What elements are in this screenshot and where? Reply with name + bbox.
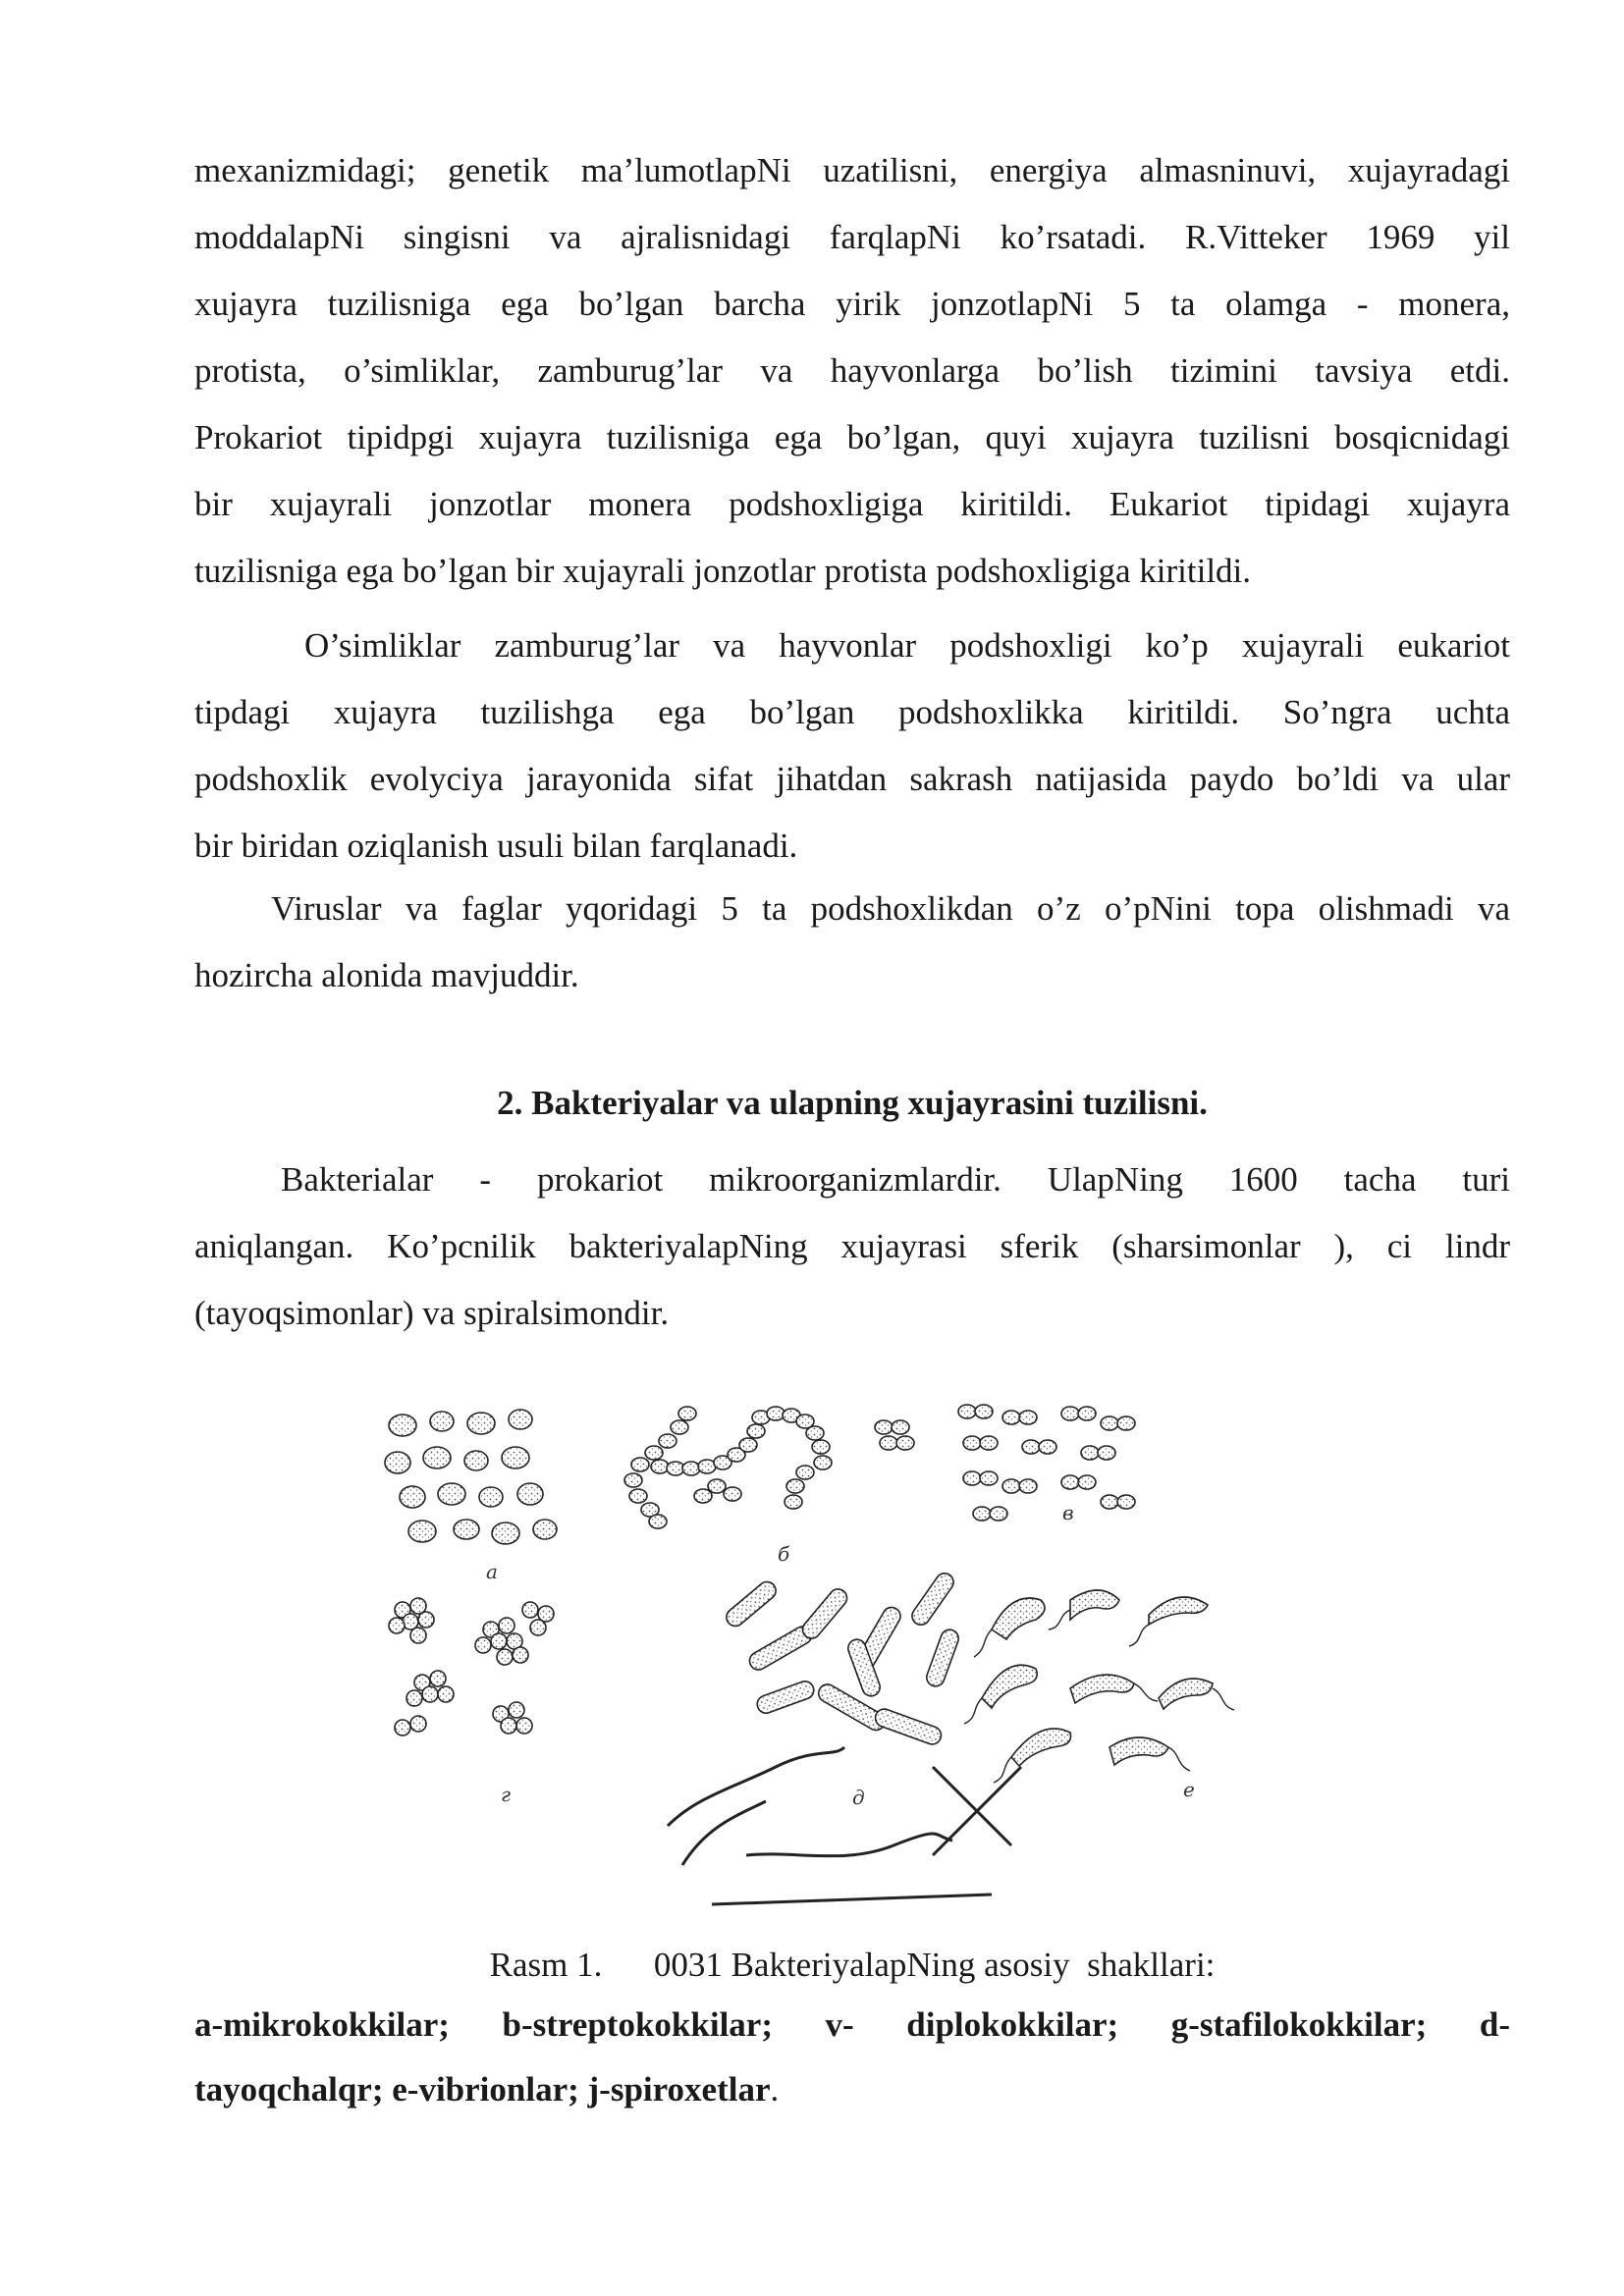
legend-line: a-mikrokokkilar; b-streptokokkilar; v- diplokokkilar; g-stafilokokkilar; d-: [194, 2005, 1510, 2044]
bacteria-shapes-illustration: [383, 1404, 1247, 1924]
streptococci-drawing: [624, 1407, 832, 1528]
figure-label-v: в: [1062, 1501, 1074, 1524]
figure-label-a: a: [486, 1560, 498, 1583]
figure-legend: [194, 1993, 1510, 2122]
rods-drawing: [723, 1570, 960, 1746]
paragraph-viruses: [194, 876, 1510, 1009]
text-line: moddalapNi singisni va ajralisnidagi farqlapNi ko’rsatadi. R.Vitteker 1969 yil: [194, 218, 1510, 256]
text-line: bir xujayrali jonzotlar monera podshoxligiga kiritildi. Eukariot tipidagi xujayra: [194, 485, 1510, 523]
text-line: Bakterialar - prokariot mikroorganizmlardir. UlapNing 1600 tacha turi: [281, 1160, 1510, 1199]
section-heading: 2. Bakteriyalar va ulapning xujayrasini tuzilisni.: [497, 1084, 1208, 1122]
paragraph-bacteria: [194, 1147, 1510, 1347]
figure-caption: Rasm 1. 0031 BakteriyalapNing asosiy shakllari:: [489, 1946, 1216, 1984]
figure-label-b: б: [778, 1542, 790, 1566]
text-line: Prokariot tipidpgi xujayra tuzilisniga ega bo’lgan, quyi xujayra tuzilisni bosqicnidagi: [194, 418, 1510, 456]
legend-line-text: tayoqchalqr; e-vibrionlar; j-spiroxetlar: [194, 2070, 771, 2109]
text-line: O’simliklar zamburug’lar va hayvonlar podshoxligi ko’p xujayrali eukariot: [304, 626, 1510, 665]
vibrios-drawing: [982, 1590, 1213, 1766]
text-line: xujayra tuzilisniga ega bo’lgan barcha yirik jonzotlapNi 5 ta olamga - monera,: [194, 285, 1510, 323]
text-line: mexanizmidagi; genetik ma’lumotlapNi uzatilisni, energiya almasninuvi, xujayradagi: [194, 151, 1510, 189]
figure-label-g: г: [501, 1783, 512, 1806]
text-line: tuzilisniga ega bo’lgan bir xujayrali jonzotlar protista podshoxligiga kiritildi.: [194, 552, 1252, 590]
text-line: hozircha alonida mavjuddir.: [194, 956, 579, 994]
figure-label-e: е: [1183, 1778, 1195, 1801]
text-line: podshoxlik evolyciya jarayonida sifat jihatdan sakrash natijasida paydo bo’ldi va ular: [194, 760, 1510, 798]
staphylococci-drawing: [389, 1598, 554, 1735]
text-line: bir biridan oziqlanish usuli bilan farqlanadi.: [194, 827, 798, 865]
diplococci-drawing: [875, 1405, 1135, 1521]
legend-line: [194, 2057, 1510, 2122]
figure-label-d: д: [852, 1786, 865, 1809]
text-line: tipdagi xujayra tuzilishga ega bo’lgan podshoxlikka kiritildi. So’ngra uchta: [194, 693, 1510, 731]
text-line: protista, o’simliklar, zamburug’lar va hayvonlarga bo’lish tizimini tavsiya etdi.: [194, 351, 1510, 390]
text-line: aniqlangan. Ko’pcnilik bakteriyalapNing xujayrasi sferik (sharsimonlar ), ci lindr: [194, 1227, 1510, 1265]
text-line: (tayoqsimonlar) va spiralsimondir.: [194, 1294, 670, 1332]
text-line: Viruslar va faglar yqoridagi 5 ta podshoxlikdan o’z o’pNini topa olishmadi va: [271, 889, 1510, 928]
spirochetes-drawing: [668, 1747, 1021, 1904]
paragraph-eukaryotes: [194, 613, 1510, 880]
micrococci-drawing: [385, 1410, 557, 1544]
legend-period: .: [770, 2070, 780, 2109]
paragraph-kingdoms: [194, 137, 1510, 605]
